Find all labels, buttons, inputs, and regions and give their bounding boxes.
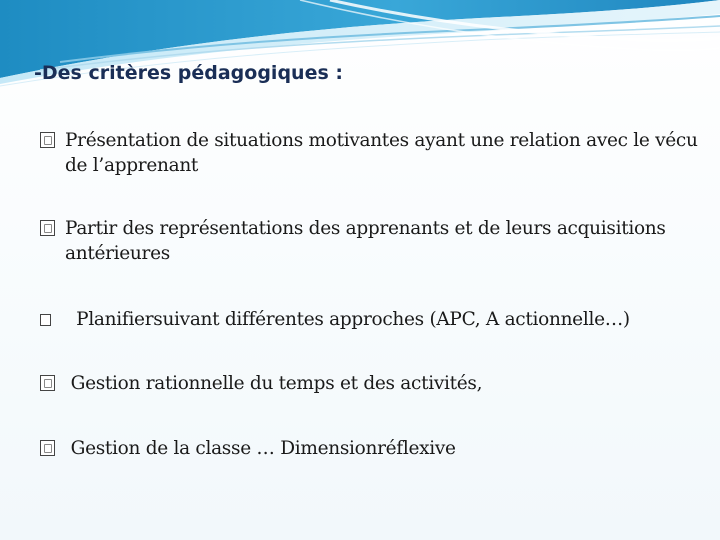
checkbox-glyph-icon [40, 375, 55, 391]
bullet-item-3 [40, 307, 700, 332]
bullet-text-5: Gestion de la classe … Dimensionréflexive [65, 438, 456, 459]
bullet-item-5 [15, 436, 700, 461]
checkbox-glyph-icon [40, 440, 55, 456]
bullet-text-3: Planifiersuivant différentes approches (APC, A actionnelle…) [65, 309, 630, 330]
checkbox-glyph-icon [40, 314, 51, 326]
checkbox-glyph-icon [40, 132, 55, 148]
checkbox-glyph-icon [40, 220, 55, 236]
bullet-list [40, 128, 700, 461]
bullet-text-2: Partir des représentations des apprenants et de leurs acquisitions antérieures [65, 218, 666, 264]
bullet-text-4: Gestion rationnelle du temps et des activités, [65, 373, 483, 394]
bullet-item-1 [40, 128, 700, 178]
bullet-text-1: Présentation de situations motivantes ayant une relation avec le vécu de l’apprenant [65, 130, 698, 176]
slide-title: -Des critères pédagogiques : [34, 62, 343, 84]
bullet-item-4 [15, 371, 700, 396]
bullet-item-2 [40, 216, 700, 266]
